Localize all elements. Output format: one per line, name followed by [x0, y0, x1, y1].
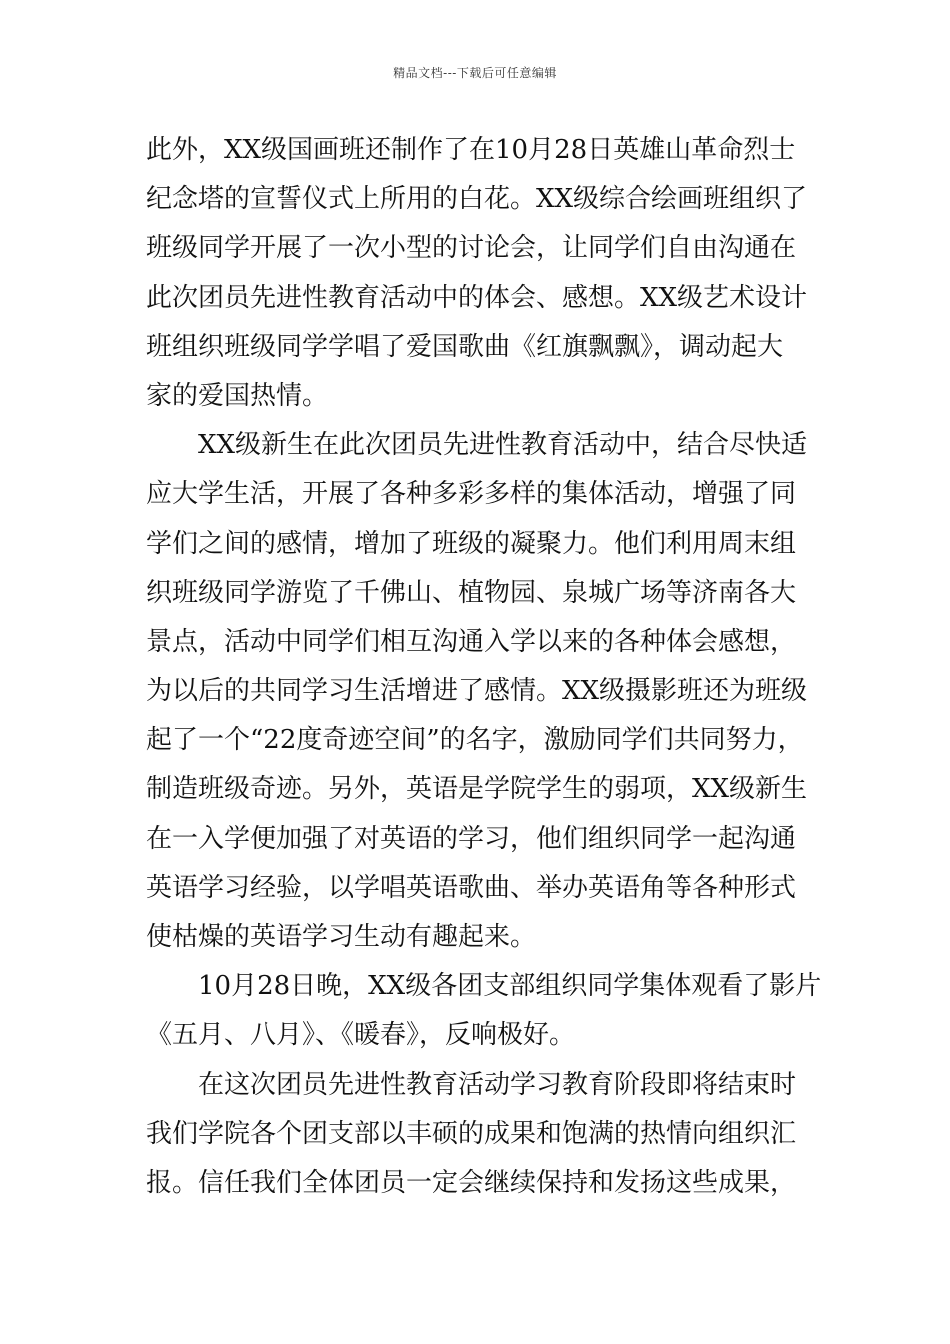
text-line: 应大学生活，开展了各种多彩多样的集体活动，增强了同	[146, 479, 797, 510]
paragraph-first-line: 10月28日晚，XX级各团支部组织同学集体观看了影片	[198, 971, 822, 1002]
text-line: 织班级同学游览了千佛山、植物园、泉城广场等济南各大	[146, 577, 797, 608]
text-line: 班级同学开展了一次小型的讨论会，让同学们自由沟通在	[146, 233, 797, 264]
text-line: 报。信任我们全体团员一定会继续保持和发扬这些成果，	[146, 1167, 797, 1198]
text-line: 起了一个“22度奇迹空间”的名字，激励同学们共同努力，	[146, 725, 804, 756]
text-line: 家的爱国热情。	[146, 380, 329, 411]
text-line: 景点，活动中同学们相互沟通入学以来的各种体会感想，	[146, 626, 797, 657]
text-line: 纪念塔的宣誓仪式上所用的白花。XX级综合绘画班组织了	[146, 184, 808, 215]
text-line: 为以后的共同学习生活增进了感情。XX级摄影班还为班级	[146, 676, 808, 707]
text-line: 英语学习经验，以学唱英语歌曲、举办英语角等各种形式	[146, 872, 797, 903]
paragraph-first-line: 在这次团员先进性教育活动学习教育阶段即将结束时	[198, 1069, 797, 1100]
text-line: 此次团员先进性教育活动中的体会、感想。XX级艺术设计	[146, 282, 808, 313]
text-line: 在一入学便加强了对英语的学习，他们组织同学一起沟通	[146, 823, 797, 854]
paragraph-first-line: XX级新生在此次团员先进性教育活动中，结合尽快适	[198, 430, 808, 461]
text-line: 《五月、八月》、《暖春》，反响极好。	[146, 1020, 576, 1051]
page-header: 精品文档---下载后可任意编辑	[393, 66, 557, 80]
text-line: 此外，XX级国画班还制作了在10月28日英雄山革命烈士	[146, 135, 796, 165]
text-line: 使枯燥的英语学习生动有趣起来。	[146, 922, 537, 952]
text-line: 班组织班级同学学唱了爱国歌曲《红旗飘飘》，调动起大	[146, 331, 784, 362]
body-text	[146, 126, 826, 1208]
text-line: 学们之间的感情，增加了班级的凝聚力。他们利用周末组	[146, 528, 797, 559]
text-line: 制造班级奇迹。另外，英语是学院学生的弱项，XX级新生	[146, 774, 808, 805]
text-line: 我们学院各个团支部以丰硕的成果和饱满的热情向组织汇	[146, 1118, 797, 1149]
